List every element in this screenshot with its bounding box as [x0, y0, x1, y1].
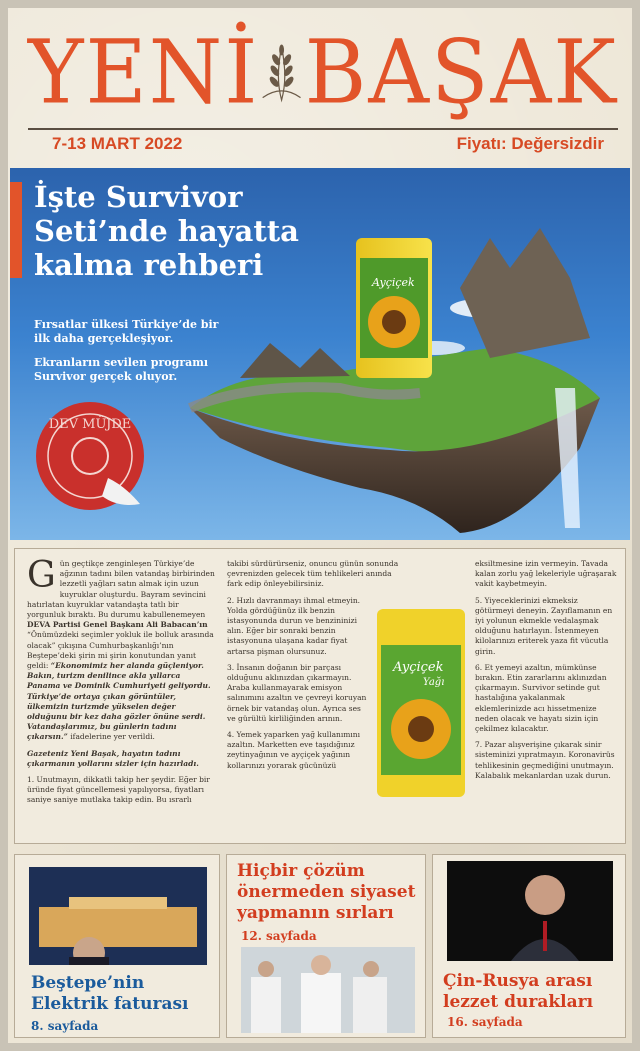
article-column-3	[475, 559, 617, 787]
newspaper-page	[8, 8, 632, 1043]
masthead-rule	[28, 128, 618, 130]
can-label-brand: Ayçiçek	[393, 660, 444, 675]
masthead-title-left: YENİ	[28, 20, 260, 124]
teaser-3-title: Çin-Rusya arası lezzet durakları	[443, 971, 594, 1012]
teaser-3-page: 16. sayfada	[447, 1015, 523, 1029]
article-c2-paragraph-2: 2. Hızlı davranmayı ihmal etmeyin. Yolda gördüğünüz ilk benzin istasyonunda durun ve benzininizi alın. Eğer bir sonraki benzin istasyonuna ulaşana kadar fiyat artarsa pişman olursunuz.	[227, 595, 361, 656]
factory-visit-photo	[241, 947, 415, 1033]
article-c3-paragraph-6: 6. Et yemeyi azaltın, mümkünse bırakın. Etin zararlarını aklınızdan çıkarmayın. Survivor setinde gut hastalığına yakalanmak eklemlerinizde acı hissetmenize neden olacak ve hayatı sizin için çekilmez kılacaktır.	[475, 662, 607, 734]
teaser-1-title: Beştepe’nin Elektrik faturası	[31, 973, 189, 1014]
teaser-2-title: Hiçbir çözüm önermeden siyaset yapmanın sırları	[237, 861, 416, 923]
hero-headline: İşte Survivor Seti’nde hayatta kalma rehberi	[34, 180, 299, 282]
wheat-icon	[259, 22, 304, 122]
article-column-1	[27, 555, 215, 812]
politician-photo	[447, 861, 613, 961]
teaser-box-3[interactable]	[432, 854, 626, 1038]
article-c2-paragraph-4: 4. Yemek yaparken yağ kullanımını azaltın. Marketten eve taşıdığınız zeytinyağının ve ayçiçek yağının kollarınızı yorarak gücünüzü	[227, 730, 361, 770]
article-c3-paragraph-5: 5. Yiyeceklerinizi ekmeksiz götürmeyi deneyin. Zayıflamanın en iyi yolunun ekmekle vedalaşmak olduğunu hatırlayın. İstenmeyen kilolarınızı eriterek yaza fit vücutla girin.	[475, 595, 613, 656]
can-brand-label: Ayçiçek	[372, 276, 415, 289]
article-paragraph-1: G ün geçtikçe zenginleşen Türkiye’de ağzının tadını bilen vatandaş birbirinden lezzetli yağları satın almak için uzun kuyruklar oluşturdu. Bayram sevincini hatırlatan kuyruklar vatandaşta tatlı bir yorgunluk bıraktı. Bu durumu kabullenemeyen DEVA Partisi Genel Başkanı Ali Babacan’ın “Önümüzdeki seçimler yokluk ile bolluk arasında olacak” çıkışına Cumhurbaşkanlığı’nın Beştepe’deki şirin mi şirin konutundan yanıt geldi: “Ekonomimiz her alanda güçleniyor. Bakın, turizm denilince akla yıllarca Panama ve Dominik Cumhuriyeti geliyordu. Türkiye’de ortaya çıkan görüntüler, ülkemizin turizmde yükselen değer olduğunu bir kez daha gözler önüne serdi. Vatandaşlarımız, bu günlerin tadını çıkarsın.” ifadelerine yer verildi.	[27, 555, 215, 742]
hero-subtitle-2: Ekranların sevilen programı Survivor gerçek oluyor.	[34, 356, 209, 383]
article-paragraph-3: 1. Unutmayın, dikkatli takip her şeydir. Eğer bir üründe fiyat güncellemesi yapılıyorsa, fiyatları saniye saniye mutlaka takip edin. Bu ısrarlı	[27, 775, 210, 805]
dev-mujde-sticker	[30, 396, 150, 516]
article-c3-paragraph-7: 7. Pazar alışverişine çıkarak sinir sisteminizi yıpratmayın. Koronavirüs tehlikesinin geçmediğini unutmayın. Kalabalık mekanlardan uzak durun.	[475, 740, 615, 780]
teaser-1-page: 8. sayfada	[31, 1019, 99, 1033]
article-paragraph-2: Gazeteniz Yeni Başak, hayatın tadını çıkarmanın yollarını sizler için hazırladı.	[27, 748, 199, 768]
issue-date: 7-13 MART 2022	[52, 134, 183, 153]
hero-subtitle-1: Fırsatlar ülkesi Türkiye’de bir ilk daha gerçekleşiyor.	[34, 318, 219, 345]
can-label-sub: Yağı	[423, 677, 445, 688]
drop-cap: G	[27, 555, 56, 596]
oil-can-image	[373, 605, 469, 801]
palace-photo	[29, 867, 207, 965]
main-article	[14, 548, 626, 844]
hero-accent-bar	[10, 182, 22, 278]
article-c2-paragraph-3: 3. İnsanın doğanın bir parçası olduğunu aklınızdan çıkarmayın. Araba kullanmayarak emisyon salınımını azaltın ve çevreyi koruyan örnek bir vatandaş olun. Ayrıca ses ve gürültü kirliliğinden arının.	[227, 662, 367, 723]
masthead-title	[28, 22, 618, 122]
teaser-2-page: 12. sayfada	[241, 929, 317, 943]
sticker-text: DEV MÜJDE	[48, 417, 132, 432]
hero-section	[10, 168, 630, 540]
teaser-box-1[interactable]	[14, 854, 220, 1038]
teaser-box-2[interactable]	[226, 854, 426, 1038]
issue-price: Fiyatı: Değersizdir	[456, 134, 604, 153]
article-c2-paragraph-1: takibi sürdürürseniz, onuncu günün sonunda çevrenizden gelecek tüm tehlikeleri anında fark edip önleyebilirsiniz.	[227, 559, 399, 589]
article-c3-top: eksiltmesine izin vermeyin. Tavada kalan zorlu yağ lekeleriyle uğraşarak vakit kaybetmeyin.	[475, 559, 617, 589]
masthead-title-right: BAŞAK	[304, 20, 618, 124]
masthead	[8, 8, 632, 158]
